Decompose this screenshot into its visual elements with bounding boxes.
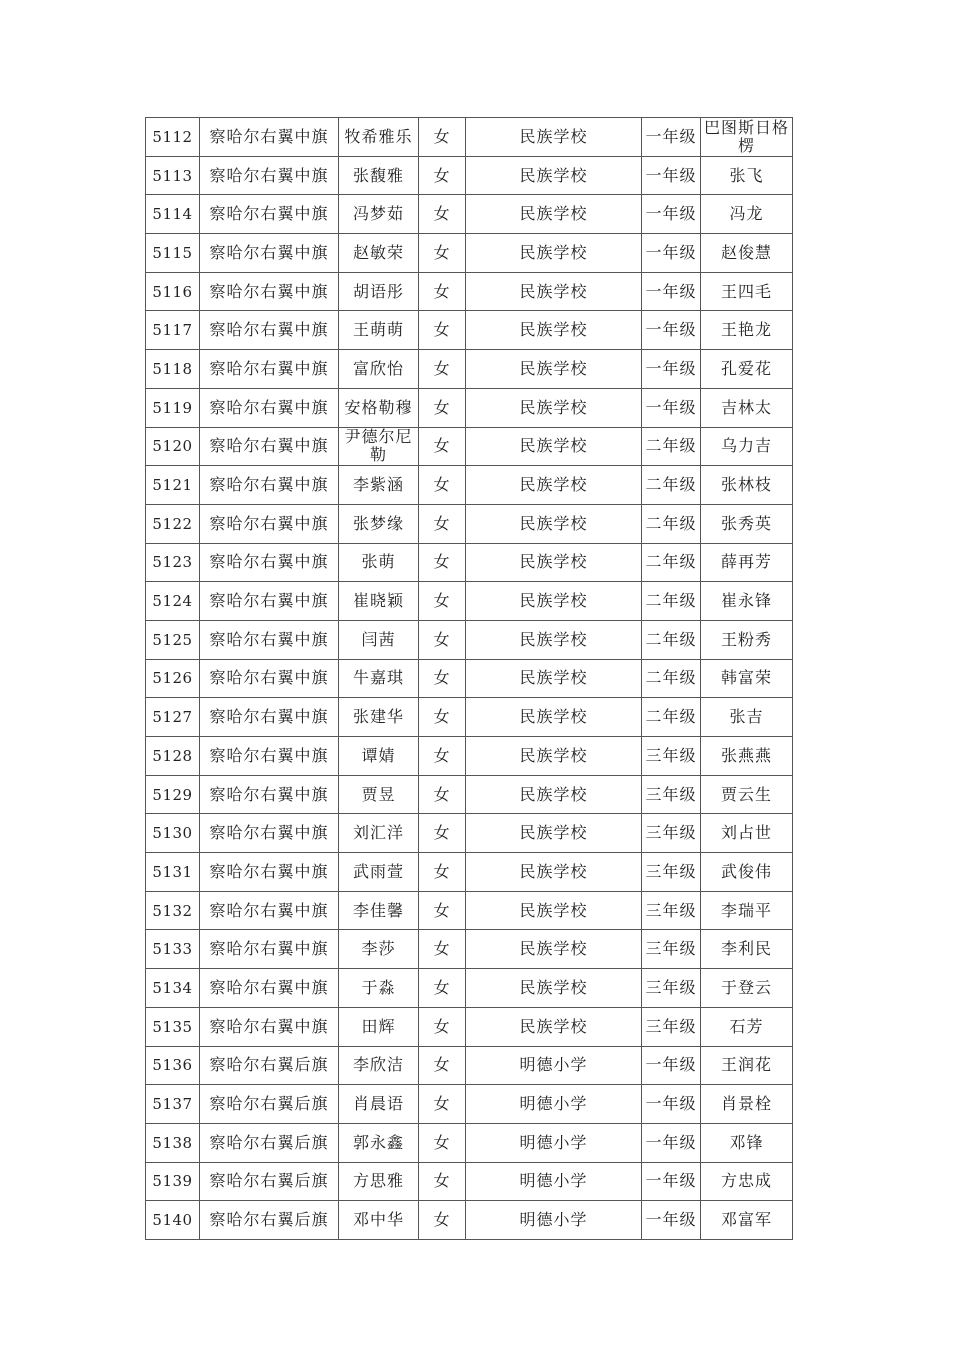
guardian-name-cell: 巴图斯日格楞 xyxy=(701,118,793,157)
gender-cell: 女 xyxy=(419,195,466,234)
gender-cell: 女 xyxy=(419,620,466,659)
serial-number-cell: 5121 xyxy=(146,466,200,505)
table-row xyxy=(146,118,793,157)
school-cell: 民族学校 xyxy=(466,775,642,814)
student-name-cell: 张馥雅 xyxy=(339,156,419,195)
region-cell: 察哈尔右翼中旗 xyxy=(200,118,339,157)
table-row xyxy=(146,698,793,737)
student-name-cell: 刘汇洋 xyxy=(339,814,419,853)
guardian-name-cell: 贾云生 xyxy=(701,775,793,814)
region-cell: 察哈尔右翼中旗 xyxy=(200,737,339,776)
guardian-name-cell: 王粉秀 xyxy=(701,620,793,659)
student-name-cell: 尹德尔尼勒 xyxy=(339,427,419,466)
region-cell: 察哈尔右翼中旗 xyxy=(200,891,339,930)
serial-number-cell: 5126 xyxy=(146,659,200,698)
student-name-cell: 谭婧 xyxy=(339,737,419,776)
grade-cell: 一年级 xyxy=(642,1123,701,1162)
grade-cell: 一年级 xyxy=(642,350,701,389)
table-row xyxy=(146,814,793,853)
table-row xyxy=(146,775,793,814)
school-cell: 民族学校 xyxy=(466,388,642,427)
student-name-cell: 冯梦茹 xyxy=(339,195,419,234)
gender-cell: 女 xyxy=(419,1085,466,1124)
school-cell: 民族学校 xyxy=(466,853,642,892)
region-cell: 察哈尔右翼中旗 xyxy=(200,969,339,1008)
region-cell: 察哈尔右翼中旗 xyxy=(200,156,339,195)
school-cell: 民族学校 xyxy=(466,118,642,157)
gender-cell: 女 xyxy=(419,814,466,853)
guardian-name-cell: 邓富军 xyxy=(701,1201,793,1240)
guardian-name-cell: 于登云 xyxy=(701,969,793,1008)
table-row xyxy=(146,156,793,195)
gender-cell: 女 xyxy=(419,311,466,350)
student-name-cell: 肖晨语 xyxy=(339,1085,419,1124)
grade-cell: 一年级 xyxy=(642,1046,701,1085)
serial-number-cell: 5115 xyxy=(146,234,200,273)
guardian-name-cell: 张吉 xyxy=(701,698,793,737)
school-cell: 民族学校 xyxy=(466,969,642,1008)
table-row xyxy=(146,930,793,969)
school-cell: 民族学校 xyxy=(466,195,642,234)
guardian-name-cell: 王艳龙 xyxy=(701,311,793,350)
grade-cell: 二年级 xyxy=(642,620,701,659)
gender-cell: 女 xyxy=(419,737,466,776)
region-cell: 察哈尔右翼中旗 xyxy=(200,272,339,311)
grade-cell: 三年级 xyxy=(642,969,701,1008)
guardian-name-cell: 张飞 xyxy=(701,156,793,195)
gender-cell: 女 xyxy=(419,388,466,427)
serial-number-cell: 5127 xyxy=(146,698,200,737)
region-cell: 察哈尔右翼中旗 xyxy=(200,659,339,698)
guardian-name-cell: 赵俊慧 xyxy=(701,234,793,273)
student-name-cell: 崔晓颖 xyxy=(339,582,419,621)
grade-cell: 一年级 xyxy=(642,311,701,350)
serial-number-cell: 5133 xyxy=(146,930,200,969)
serial-number-cell: 5136 xyxy=(146,1046,200,1085)
gender-cell: 女 xyxy=(419,930,466,969)
region-cell: 察哈尔右翼中旗 xyxy=(200,814,339,853)
student-name-cell: 郭永鑫 xyxy=(339,1123,419,1162)
region-cell: 察哈尔右翼中旗 xyxy=(200,698,339,737)
guardian-name-cell: 李利民 xyxy=(701,930,793,969)
school-cell: 明德小学 xyxy=(466,1123,642,1162)
serial-number-cell: 5113 xyxy=(146,156,200,195)
student-name-cell: 张梦缘 xyxy=(339,504,419,543)
region-cell: 察哈尔右翼中旗 xyxy=(200,234,339,273)
guardian-name-cell: 韩富荣 xyxy=(701,659,793,698)
student-name-cell: 闫茜 xyxy=(339,620,419,659)
serial-number-cell: 5124 xyxy=(146,582,200,621)
student-name-cell: 赵敏荣 xyxy=(339,234,419,273)
grade-cell: 三年级 xyxy=(642,775,701,814)
guardian-name-cell: 孔爱花 xyxy=(701,350,793,389)
serial-number-cell: 5135 xyxy=(146,1007,200,1046)
region-cell: 察哈尔右翼中旗 xyxy=(200,504,339,543)
student-list-table xyxy=(145,117,793,1240)
grade-cell: 二年级 xyxy=(642,466,701,505)
grade-cell: 一年级 xyxy=(642,156,701,195)
region-cell: 察哈尔右翼后旗 xyxy=(200,1162,339,1201)
serial-number-cell: 5125 xyxy=(146,620,200,659)
table-row xyxy=(146,1085,793,1124)
table-row xyxy=(146,1123,793,1162)
grade-cell: 二年级 xyxy=(642,582,701,621)
student-name-cell: 牧希雅乐 xyxy=(339,118,419,157)
region-cell: 察哈尔右翼中旗 xyxy=(200,1007,339,1046)
region-cell: 察哈尔右翼后旗 xyxy=(200,1046,339,1085)
gender-cell: 女 xyxy=(419,1123,466,1162)
table-row xyxy=(146,272,793,311)
region-cell: 察哈尔右翼后旗 xyxy=(200,1085,339,1124)
gender-cell: 女 xyxy=(419,466,466,505)
grade-cell: 三年级 xyxy=(642,737,701,776)
table-row xyxy=(146,388,793,427)
gender-cell: 女 xyxy=(419,156,466,195)
student-name-cell: 张萌 xyxy=(339,543,419,582)
grade-cell: 一年级 xyxy=(642,1162,701,1201)
serial-number-cell: 5132 xyxy=(146,891,200,930)
school-cell: 明德小学 xyxy=(466,1046,642,1085)
gender-cell: 女 xyxy=(419,853,466,892)
table-row xyxy=(146,195,793,234)
grade-cell: 三年级 xyxy=(642,1007,701,1046)
grade-cell: 一年级 xyxy=(642,118,701,157)
table-row xyxy=(146,234,793,273)
table-row xyxy=(146,311,793,350)
serial-number-cell: 5116 xyxy=(146,272,200,311)
student-name-cell: 李欣洁 xyxy=(339,1046,419,1085)
table-row xyxy=(146,466,793,505)
grade-cell: 三年级 xyxy=(642,930,701,969)
student-name-cell: 李佳馨 xyxy=(339,891,419,930)
region-cell: 察哈尔右翼中旗 xyxy=(200,930,339,969)
serial-number-cell: 5120 xyxy=(146,427,200,466)
student-name-cell: 田辉 xyxy=(339,1007,419,1046)
grade-cell: 一年级 xyxy=(642,272,701,311)
student-name-cell: 安格勒穆 xyxy=(339,388,419,427)
grade-cell: 一年级 xyxy=(642,1085,701,1124)
gender-cell: 女 xyxy=(419,582,466,621)
guardian-name-cell: 方忠成 xyxy=(701,1162,793,1201)
serial-number-cell: 5129 xyxy=(146,775,200,814)
region-cell: 察哈尔右翼中旗 xyxy=(200,427,339,466)
serial-number-cell: 5134 xyxy=(146,969,200,1008)
guardian-name-cell: 崔永锋 xyxy=(701,582,793,621)
serial-number-cell: 5137 xyxy=(146,1085,200,1124)
school-cell: 民族学校 xyxy=(466,311,642,350)
student-name-cell: 李紫涵 xyxy=(339,466,419,505)
region-cell: 察哈尔右翼中旗 xyxy=(200,620,339,659)
grade-cell: 一年级 xyxy=(642,234,701,273)
school-cell: 明德小学 xyxy=(466,1162,642,1201)
grade-cell: 二年级 xyxy=(642,427,701,466)
table-row xyxy=(146,737,793,776)
table-row xyxy=(146,969,793,1008)
gender-cell: 女 xyxy=(419,543,466,582)
student-name-cell: 武雨萱 xyxy=(339,853,419,892)
school-cell: 民族学校 xyxy=(466,543,642,582)
serial-number-cell: 5112 xyxy=(146,118,200,157)
student-name-cell: 张建华 xyxy=(339,698,419,737)
gender-cell: 女 xyxy=(419,891,466,930)
region-cell: 察哈尔右翼中旗 xyxy=(200,350,339,389)
guardian-name-cell: 张燕燕 xyxy=(701,737,793,776)
student-name-cell: 牛嘉琪 xyxy=(339,659,419,698)
table-row xyxy=(146,1201,793,1240)
table-row xyxy=(146,427,793,466)
serial-number-cell: 5122 xyxy=(146,504,200,543)
student-name-cell: 胡语彤 xyxy=(339,272,419,311)
gender-cell: 女 xyxy=(419,698,466,737)
grade-cell: 三年级 xyxy=(642,853,701,892)
serial-number-cell: 5123 xyxy=(146,543,200,582)
table-body xyxy=(146,118,793,1240)
school-cell: 民族学校 xyxy=(466,466,642,505)
grade-cell: 二年级 xyxy=(642,504,701,543)
school-cell: 民族学校 xyxy=(466,814,642,853)
serial-number-cell: 5130 xyxy=(146,814,200,853)
region-cell: 察哈尔右翼中旗 xyxy=(200,775,339,814)
region-cell: 察哈尔右翼中旗 xyxy=(200,195,339,234)
guardian-name-cell: 武俊伟 xyxy=(701,853,793,892)
table-row xyxy=(146,582,793,621)
table-row xyxy=(146,620,793,659)
school-cell: 民族学校 xyxy=(466,582,642,621)
student-name-cell: 贾昱 xyxy=(339,775,419,814)
serial-number-cell: 5138 xyxy=(146,1123,200,1162)
guardian-name-cell: 王润花 xyxy=(701,1046,793,1085)
gender-cell: 女 xyxy=(419,118,466,157)
region-cell: 察哈尔右翼中旗 xyxy=(200,388,339,427)
grade-cell: 一年级 xyxy=(642,1201,701,1240)
table-row xyxy=(146,504,793,543)
school-cell: 民族学校 xyxy=(466,156,642,195)
grade-cell: 二年级 xyxy=(642,698,701,737)
serial-number-cell: 5118 xyxy=(146,350,200,389)
school-cell: 民族学校 xyxy=(466,930,642,969)
school-cell: 明德小学 xyxy=(466,1085,642,1124)
guardian-name-cell: 李瑞平 xyxy=(701,891,793,930)
serial-number-cell: 5114 xyxy=(146,195,200,234)
region-cell: 察哈尔右翼中旗 xyxy=(200,543,339,582)
guardian-name-cell: 乌力吉 xyxy=(701,427,793,466)
school-cell: 民族学校 xyxy=(466,1007,642,1046)
grade-cell: 一年级 xyxy=(642,195,701,234)
guardian-name-cell: 薛再芳 xyxy=(701,543,793,582)
gender-cell: 女 xyxy=(419,272,466,311)
guardian-name-cell: 张林枝 xyxy=(701,466,793,505)
gender-cell: 女 xyxy=(419,1162,466,1201)
table-row xyxy=(146,853,793,892)
region-cell: 察哈尔右翼后旗 xyxy=(200,1201,339,1240)
table-row xyxy=(146,350,793,389)
guardian-name-cell: 肖景栓 xyxy=(701,1085,793,1124)
gender-cell: 女 xyxy=(419,427,466,466)
gender-cell: 女 xyxy=(419,659,466,698)
gender-cell: 女 xyxy=(419,234,466,273)
serial-number-cell: 5139 xyxy=(146,1162,200,1201)
student-name-cell: 邓中华 xyxy=(339,1201,419,1240)
school-cell: 民族学校 xyxy=(466,698,642,737)
guardian-name-cell: 石芳 xyxy=(701,1007,793,1046)
region-cell: 察哈尔右翼中旗 xyxy=(200,311,339,350)
school-cell: 民族学校 xyxy=(466,620,642,659)
region-cell: 察哈尔右翼中旗 xyxy=(200,853,339,892)
school-cell: 民族学校 xyxy=(466,350,642,389)
school-cell: 民族学校 xyxy=(466,504,642,543)
grade-cell: 三年级 xyxy=(642,891,701,930)
gender-cell: 女 xyxy=(419,969,466,1008)
grade-cell: 一年级 xyxy=(642,388,701,427)
student-name-cell: 方思雅 xyxy=(339,1162,419,1201)
serial-number-cell: 5128 xyxy=(146,737,200,776)
table-row xyxy=(146,659,793,698)
gender-cell: 女 xyxy=(419,1007,466,1046)
school-cell: 民族学校 xyxy=(466,234,642,273)
serial-number-cell: 5140 xyxy=(146,1201,200,1240)
table-row xyxy=(146,1007,793,1046)
region-cell: 察哈尔右翼后旗 xyxy=(200,1123,339,1162)
guardian-name-cell: 张秀英 xyxy=(701,504,793,543)
student-name-cell: 于淼 xyxy=(339,969,419,1008)
school-cell: 民族学校 xyxy=(466,427,642,466)
table-row xyxy=(146,543,793,582)
table-row xyxy=(146,891,793,930)
serial-number-cell: 5131 xyxy=(146,853,200,892)
guardian-name-cell: 王四毛 xyxy=(701,272,793,311)
grade-cell: 二年级 xyxy=(642,659,701,698)
school-cell: 民族学校 xyxy=(466,659,642,698)
school-cell: 民族学校 xyxy=(466,272,642,311)
student-name-cell: 富欣怡 xyxy=(339,350,419,389)
grade-cell: 二年级 xyxy=(642,543,701,582)
school-cell: 民族学校 xyxy=(466,737,642,776)
student-name-cell: 王萌萌 xyxy=(339,311,419,350)
gender-cell: 女 xyxy=(419,1046,466,1085)
school-cell: 民族学校 xyxy=(466,891,642,930)
school-cell: 明德小学 xyxy=(466,1201,642,1240)
grade-cell: 三年级 xyxy=(642,814,701,853)
student-name-cell: 李莎 xyxy=(339,930,419,969)
guardian-name-cell: 刘占世 xyxy=(701,814,793,853)
region-cell: 察哈尔右翼中旗 xyxy=(200,466,339,505)
table-row xyxy=(146,1046,793,1085)
guardian-name-cell: 邓锋 xyxy=(701,1123,793,1162)
serial-number-cell: 5119 xyxy=(146,388,200,427)
gender-cell: 女 xyxy=(419,775,466,814)
serial-number-cell: 5117 xyxy=(146,311,200,350)
gender-cell: 女 xyxy=(419,1201,466,1240)
gender-cell: 女 xyxy=(419,504,466,543)
gender-cell: 女 xyxy=(419,350,466,389)
table-row xyxy=(146,1162,793,1201)
guardian-name-cell: 冯龙 xyxy=(701,195,793,234)
guardian-name-cell: 吉林太 xyxy=(701,388,793,427)
region-cell: 察哈尔右翼中旗 xyxy=(200,582,339,621)
